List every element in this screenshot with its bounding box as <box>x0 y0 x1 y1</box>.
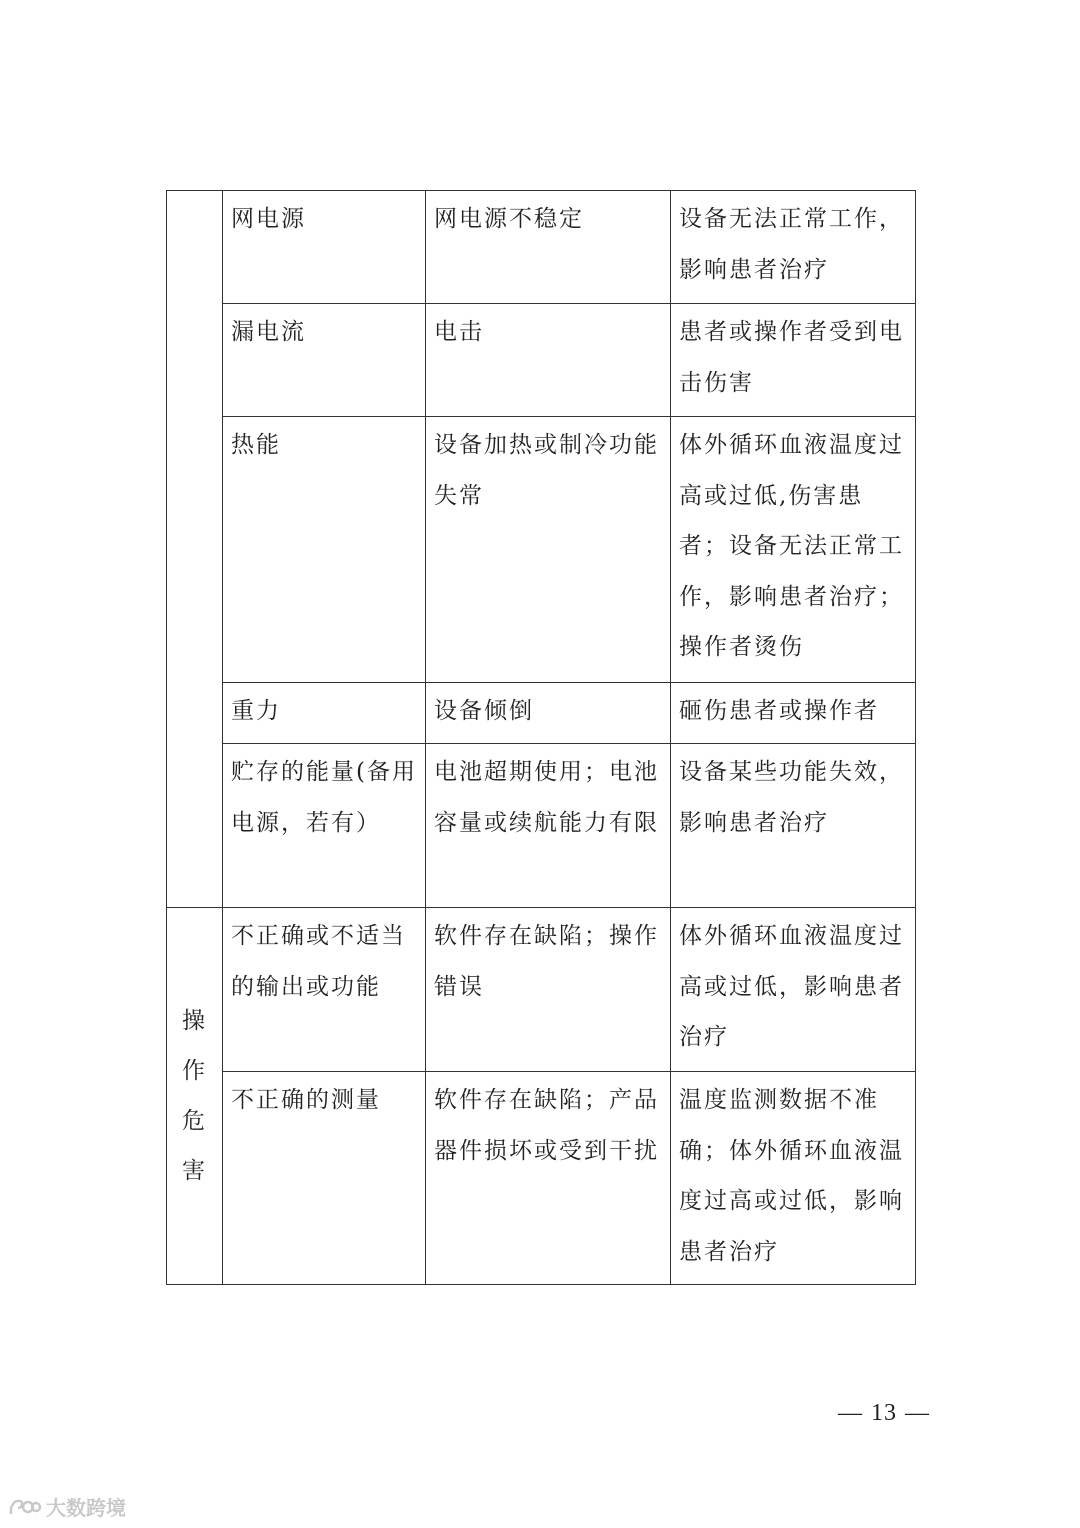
consequence-cell: 体外循环血液温度过高或过低，影响患者治疗 <box>671 908 916 1072</box>
watermark <box>8 1492 126 1521</box>
watermark-text: 大数跨境 <box>46 1496 126 1520</box>
cause-cell: 软件存在缺陷；操作错误 <box>426 908 671 1072</box>
consequence-cell: 体外循环血液温度过高或过低,伤害患者；设备无法正常工作，影响患者治疗；操作者烫伤 <box>671 417 916 683</box>
cause-cell: 设备倾倒 <box>426 683 671 744</box>
hazard-cell: 热能 <box>223 417 426 683</box>
table-row <box>167 417 916 683</box>
hazard-cell: 重力 <box>223 683 426 744</box>
table-row <box>167 304 916 417</box>
cause-cell: 软件存在缺陷；产品器件损坏或受到干扰 <box>426 1072 671 1285</box>
cause-cell: 设备加热或制冷功能失常 <box>426 417 671 683</box>
hazard-table <box>166 190 916 1285</box>
cause-cell: 电击 <box>426 304 671 417</box>
page-footer <box>838 1400 930 1427</box>
hazard-cell: 漏电流 <box>223 304 426 417</box>
consequence-cell: 砸伤患者或操作者 <box>671 683 916 744</box>
table-row <box>167 908 916 1072</box>
hazard-cell: 网电源 <box>223 191 426 304</box>
table-row <box>167 191 916 304</box>
page-number: 13 <box>871 1400 897 1426</box>
consequence-cell: 设备某些功能失效，影响患者治疗 <box>671 744 916 908</box>
footer-dash-right: — <box>905 1400 930 1426</box>
footer-dash-left: — <box>838 1400 863 1426</box>
hazard-cell: 贮存的能量(备用电源，若有） <box>223 744 426 908</box>
hazard-cell: 不正确或不适当的输出或功能 <box>223 908 426 1072</box>
table-row <box>167 683 916 744</box>
category-cell-operation <box>167 908 223 1285</box>
consequence-cell: 温度监测数据不准确；体外循环血液温度过高或过低，影响患者治疗 <box>671 1072 916 1285</box>
table-row <box>167 744 916 908</box>
cause-cell: 网电源不稳定 <box>426 191 671 304</box>
cause-cell: 电池超期使用；电池容量或续航能力有限 <box>426 744 671 908</box>
consequence-cell: 设备无法正常工作，影响患者治疗 <box>671 191 916 304</box>
category-cell-empty <box>167 191 223 908</box>
category-label: 操作危害 <box>182 1008 207 1184</box>
hazard-cell: 不正确的测量 <box>223 1072 426 1285</box>
table-row <box>167 1072 916 1285</box>
logo-icon <box>8 1496 42 1518</box>
consequence-cell: 患者或操作者受到电击伤害 <box>671 304 916 417</box>
